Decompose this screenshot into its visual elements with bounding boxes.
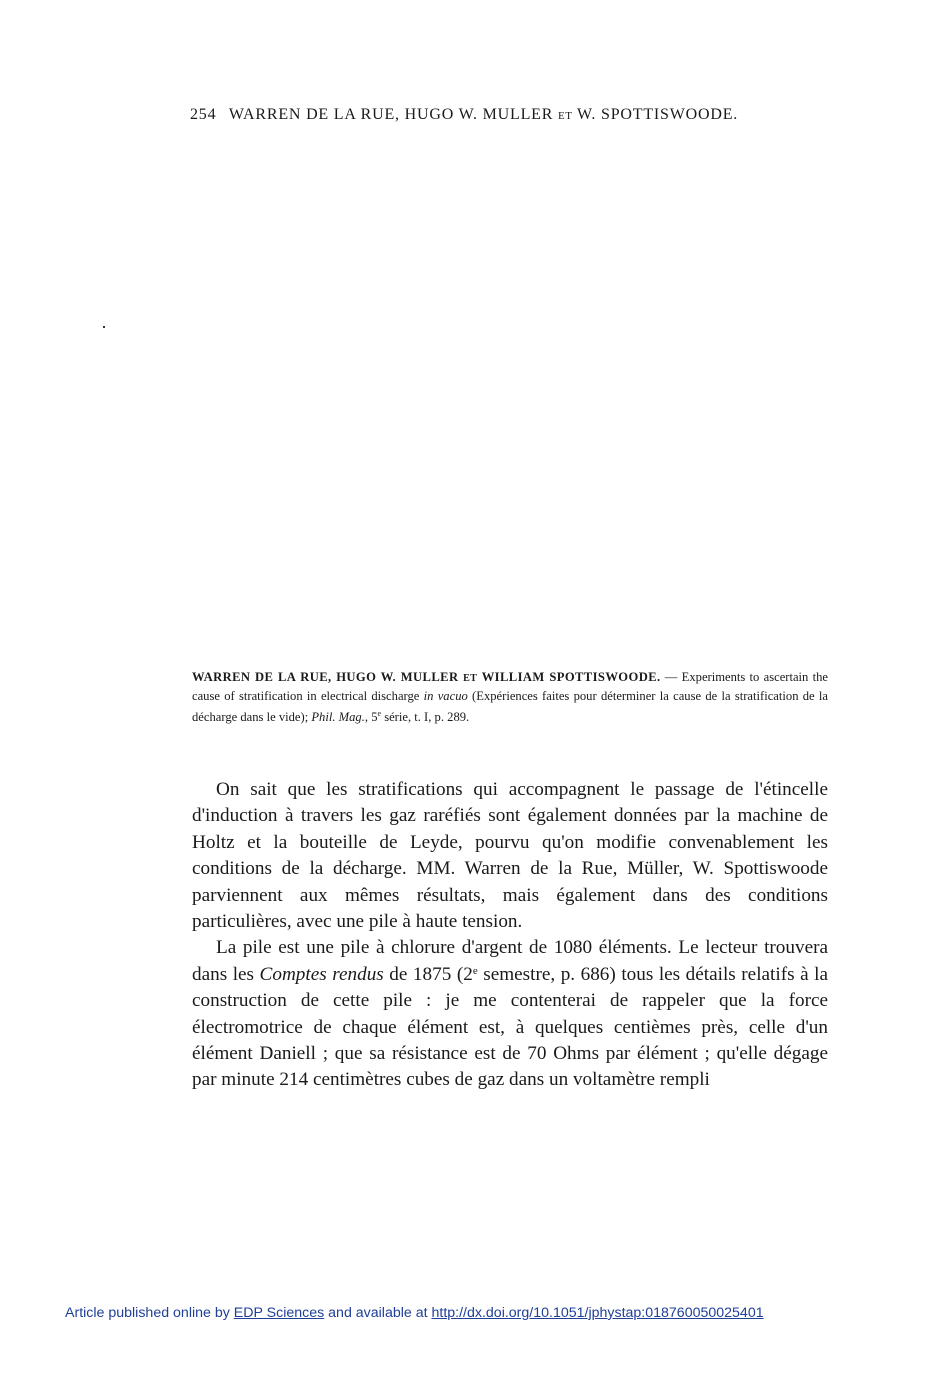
paragraph-2: La pile est une pile à chlorure d'argent de 1080 éléments. Le lecteur trouvera dans les Comptes rendus de 1875 (2e semestre, p. 686) tous les détails relatifs à la construction de cette pile : je me contenterai de rappeler que la force électromotrice de chaque élément est, à quelques centièmes près, celle d'un élément Daniell ; que sa résistance est de 70 Ohms par élément ; qu'elle dégage par minute 214 centimètres cubes de gaz dans un voltamètre rempli [192, 937, 828, 1091]
reference-series-sup: e [377, 709, 382, 718]
page-number: 254 [190, 106, 217, 123]
running-title-part2: W. SPOTTISWOODE. [576, 106, 739, 123]
body-text [192, 777, 828, 1094]
running-title-part1: WARREN DE LA RUE, HUGO W. MULLER [228, 106, 554, 123]
comptes-rendus-italic: Comptes rendus [259, 963, 384, 985]
footer-prefix: Article published online by [65, 1305, 234, 1321]
running-title-et: ET [558, 110, 573, 122]
footer-middle: and available at [324, 1305, 432, 1321]
doi-link[interactable]: http://dx.doi.org/10.1051/jphystap:018760050025401 [431, 1305, 764, 1321]
reference-title-en: Experiments to ascertain the cause of stratification in electrical discharge [192, 670, 828, 703]
bibliographic-reference [192, 669, 828, 727]
reference-series-rest: série, t. I, p. 289. [381, 710, 470, 725]
reference-title-fr: (Expériences faites pour déterminer la cause de la stratification de la décharge dans le vide); [192, 688, 828, 725]
edp-sciences-link[interactable]: EDP Sciences [233, 1305, 325, 1321]
paragraph-1: On sait que les stratifications qui accompagnent le passage de l'étincelle d'induction à travers les gaz raréfiés sont également données par la machine de Holtz et la bouteille de Leyde, pourvu qu'on modifie convenablement les conditions de la décharge. MM. Warren de la Rue, Müller, W. Spottiswoode parviennent aux mêmes résultats, mais également dans des conditions particulières, avec une pile à haute tension. [192, 779, 828, 933]
reference-journal: Phil. Mag. [311, 710, 365, 725]
reference-dash: — [660, 670, 682, 684]
reference-title-italic: in vacuo [423, 688, 468, 703]
semestre-sup: e [472, 964, 478, 977]
publication-footer [65, 1305, 764, 1321]
running-head [190, 106, 840, 124]
reference-series-prefix: , 5 [364, 710, 378, 725]
stray-print-mark [103, 326, 105, 328]
reference-authors: WARREN DE LA RUE, HUGO W. MULLER ET WILLIAM SPOTTISWOODE. [192, 670, 661, 684]
